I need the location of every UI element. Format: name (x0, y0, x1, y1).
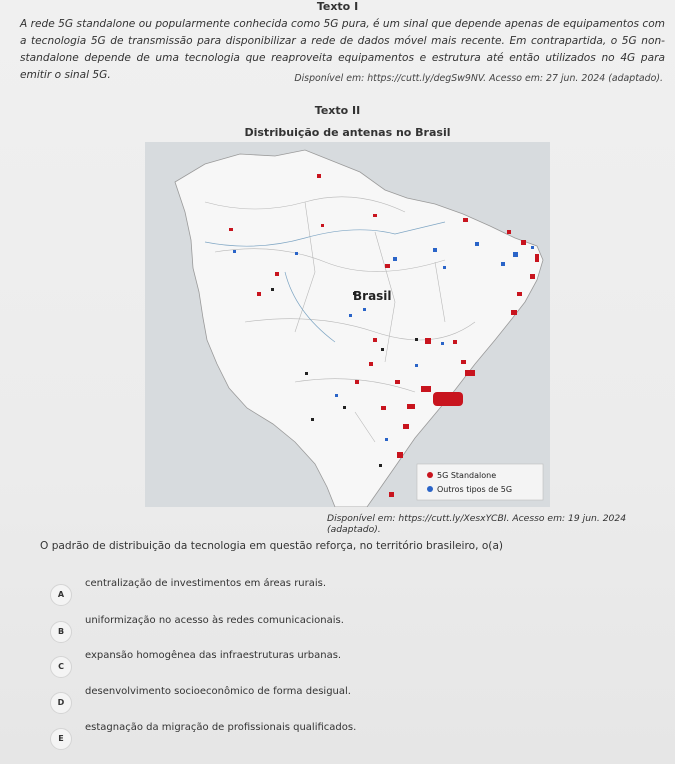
antenna-point (349, 314, 352, 317)
antenna-point (511, 310, 517, 315)
antenna-point (403, 424, 409, 429)
option-c[interactable] (37, 650, 637, 680)
antenna-point (395, 380, 400, 384)
antenna-point (535, 254, 539, 262)
antenna-point (389, 492, 394, 497)
antenna-point (530, 274, 535, 279)
antenna-point (421, 386, 431, 392)
antenna-point (355, 380, 359, 384)
option-d-text: desenvolvimento socioeconômico de forma desigual. (85, 686, 351, 697)
antenna-point (397, 452, 403, 458)
antenna-point (465, 370, 475, 376)
city-dot (311, 418, 314, 421)
option-d-letter[interactable]: D (50, 692, 72, 714)
antenna-point (521, 240, 526, 245)
legend-swatch-other (427, 486, 433, 492)
option-e[interactable] (37, 722, 637, 752)
map-title: Distribuição de antenas no Brasil (244, 126, 451, 139)
antenna-point (531, 246, 534, 249)
antenna-point (369, 362, 373, 366)
map-legend (417, 464, 543, 500)
map-country-label: Brasil (353, 289, 392, 303)
antenna-point (373, 338, 377, 342)
antenna-point (393, 257, 397, 261)
option-d[interactable] (37, 686, 637, 716)
antenna-point (407, 404, 415, 409)
city-dot (305, 372, 308, 375)
texto1-source: Disponível em: https://cutt.ly/degSw9NV. Acesso em: 27 jun. 2024 (adaptado). (294, 73, 663, 84)
city-dot (415, 338, 418, 341)
antenna-point (257, 292, 261, 296)
antenna-point (335, 394, 338, 397)
antenna-point (507, 230, 511, 234)
city-dot (343, 406, 346, 409)
antenna-point (381, 406, 386, 410)
antenna-point (513, 252, 518, 257)
antenna-point (501, 262, 505, 266)
legend-box (417, 464, 543, 500)
texto2-title: Texto II (314, 104, 361, 117)
option-b[interactable] (37, 615, 637, 645)
texto1-paragraph: A rede 5G standalone ou popularmente conhecida como 5G pura, é um sinal que depende apenas de equipamentos com a tecnologia 5G de transmissão para disponibilizar a rede de dados móvel mais recente. Em contrapartida, o 5G non-standalone depende de uma tecnologia que reaproveita equipamentos e estrutura até então utilizados no 4G para emitir o sinal 5G. (20, 18, 665, 81)
option-a[interactable] (37, 578, 637, 608)
brazil-antenna-map (145, 142, 550, 507)
antenna-point (373, 214, 377, 217)
option-e-text: estagnação da migração de profissionais qualificados. (85, 722, 357, 733)
antenna-point (453, 340, 457, 344)
texto1-title: Texto I (316, 0, 359, 13)
antenna-point (475, 242, 479, 246)
antenna-point (233, 250, 236, 253)
antenna-cluster (433, 392, 463, 406)
option-c-letter[interactable]: C (50, 656, 72, 678)
option-e-letter[interactable]: E (50, 728, 72, 750)
antenna-point (425, 338, 431, 344)
antenna-point (517, 292, 522, 296)
antenna-point (295, 252, 298, 255)
city-dot (271, 288, 274, 291)
antenna-point (321, 224, 324, 227)
option-b-text: uniformização no acesso às redes comunicacionais. (85, 615, 344, 626)
antenna-point (463, 218, 468, 222)
legend-label-standalone: 5G Standalone (437, 471, 497, 480)
antenna-point (461, 360, 466, 364)
antenna-point (229, 228, 233, 231)
city-dot (379, 464, 382, 467)
question-prompt: O padrão de distribuição da tecnologia em questão reforça, no território brasileiro, o(a) (40, 540, 504, 552)
antenna-point (441, 342, 444, 345)
city-dot (381, 348, 384, 351)
texto2-source: Disponível em: https://cutt.ly/XesxYCBI. Acesso em: 19 jun. 2024 (adaptado). (327, 513, 627, 535)
antenna-point (415, 364, 418, 367)
option-a-text: centralização de investimentos em áreas rurais. (85, 578, 327, 589)
antenna-point (363, 308, 366, 311)
option-c-text: expansão homogênea das infraestruturas urbanas. (85, 650, 342, 661)
antenna-point (385, 264, 390, 268)
antenna-point (275, 272, 279, 276)
legend-swatch-standalone (427, 472, 433, 478)
option-a-letter[interactable]: A (50, 584, 72, 606)
legend-label-other: Outros tipos de 5G (437, 485, 513, 494)
option-b-letter[interactable]: B (50, 621, 72, 643)
antenna-point (385, 438, 388, 441)
antenna-point (433, 248, 437, 252)
antenna-point (317, 174, 321, 178)
antenna-point (443, 266, 446, 269)
